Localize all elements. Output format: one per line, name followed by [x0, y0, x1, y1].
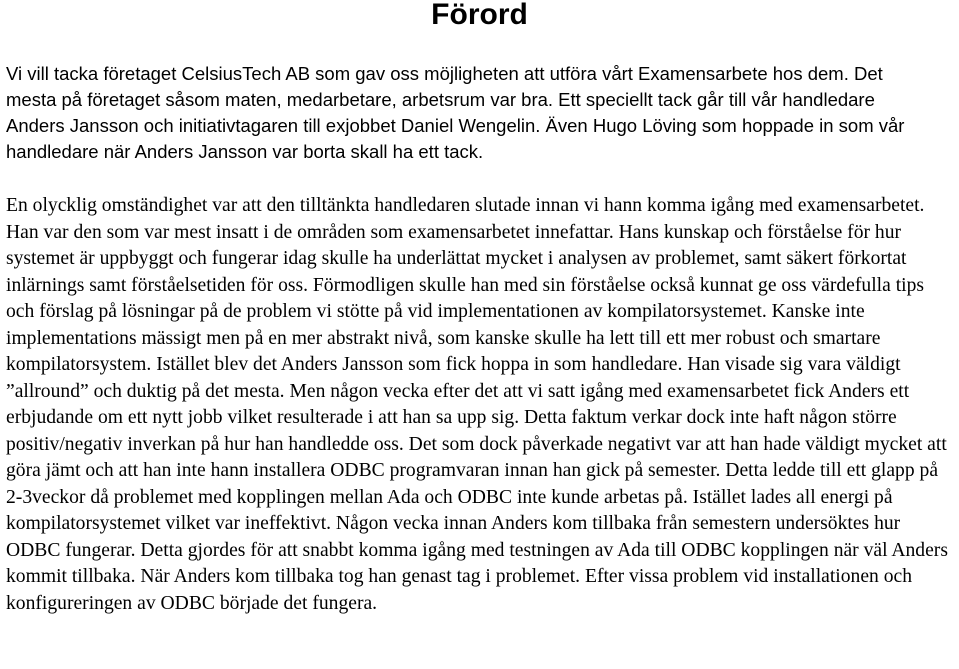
acknowledgement-paragraph: Vi vill tacka företaget CelsiusTech AB som gav oss möjligheten att utföra vårt Examensarbete hos dem. Det mesta på företaget såsom maten, medarbetare, arbetsrum var bra. Ett speciellt tack går till vår handledare Anders Jansson och initiativtagaren till exjobbet Daniel Wengelin. Även Hugo Löving som hoppade in som vår handledare när Anders Jansson var borta skall ha ett tack. — [6, 63, 905, 162]
circumstance-paragraph: En olycklig omständighet var att den tilltänkta handledaren slutade innan vi hann komma igång med examensarbetet. Han var den som var mest insatt i de områden som examensarbetet innefattar. Hans kunskap och förståelse för hur systemet är uppbyggt och fungerar idag skulle ha underlättat mycket i analysen av problemet, samt säkert förkortat inlärnings samt förståelsetiden för oss. Förmodligen skulle han med sin förståelse också kunnat ge oss värdefulla tips och förslag på lösningar på de problem vi stötte på vid implementationen av kompilatorsystemet. Kanske inte implementations mässigt men på en mer abstrakt nivå, som kanske skulle ha lett till ett mer robust och smartare kompilatorsystem. Istället blev det Anders Jansson som fick hoppa in som handledare. Han visade sig vara väldigt ”allround” och duktig på det mesta. Men någon vecka efter det att vi satt igång med examensarbetet fick Anders ett erbjudande om ett nytt jobb vilket resulterade i att han sa upp sig. Detta faktum verkar dock inte haft någon större positiv/negativ inverkan på hur han handledde oss. Det som dock påverkade negativt var att han hade väldigt mycket att göra jämt och att han inte hann installera ODBC programvaran innan han gick på semester. Detta ledde till ett glapp på 2-3veckor då problemet med kopplingen mellan Ada och ODBC inte kunde arbetas på. Istället lades all energi på kompilatorsystemet vilket var ineffektivt. Någon vecka innan Anders kom tillbaka från semestern undersöktes hur ODBC fungerar. Detta gjordes för att snabbt komma igång med testningen av Ada till ODBC kopplingen när väl Anders kommit tillbaka. När Anders kom tillbaka tog han genast tag i problemet. Efter vissa problem vid installationen och konfigureringen av ODBC började det fungera. — [6, 195, 948, 614]
page-title: Förord — [431, 0, 528, 31]
